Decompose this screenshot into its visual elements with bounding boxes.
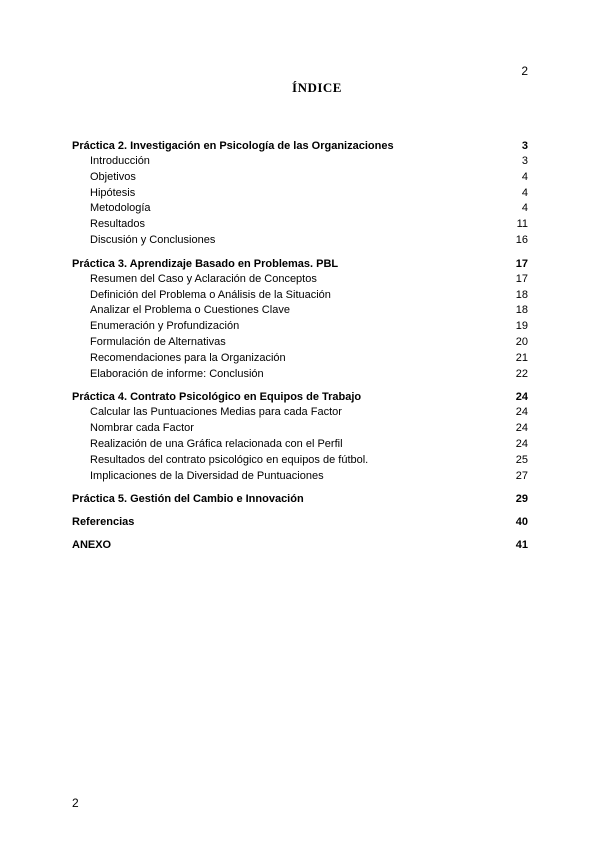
toc-heading[interactable] — [72, 389, 528, 405]
toc-entry[interactable] — [72, 233, 528, 249]
toc-entry-page: 16 — [515, 233, 528, 246]
toc-heading[interactable] — [72, 256, 528, 272]
toc-entry[interactable] — [72, 186, 528, 202]
toc-entry-label: Resultados — [90, 218, 146, 231]
toc-entry[interactable] — [72, 154, 528, 170]
toc-heading-title: Práctica 2. Investigación en Psicología de las Organizaciones — [72, 140, 394, 152]
toc-section — [72, 256, 528, 383]
toc-section — [72, 389, 528, 484]
toc-entry-page: 24 — [515, 437, 528, 450]
toc-heading-page: 3 — [521, 140, 528, 152]
page-number-top: 2 — [521, 64, 528, 78]
toc-entry-page: 27 — [515, 469, 528, 482]
toc-entry-page: 3 — [521, 155, 528, 167]
toc-heading-title: Práctica 3. Aprendizaje Basado en Problemas. PBL — [72, 257, 339, 270]
toc-heading-title: Práctica 4. Contrato Psicológico en Equipos de Trabajo — [72, 391, 362, 404]
toc-entry-page: 4 — [521, 186, 528, 199]
toc-entry[interactable] — [72, 217, 528, 233]
toc-entry[interactable] — [72, 201, 528, 217]
toc-entry-label: Metodología — [90, 202, 151, 215]
toc-entry-label: Formulación de Alternativas — [90, 335, 226, 348]
toc-entry-page: 11 — [516, 218, 528, 231]
toc-entry[interactable] — [72, 351, 528, 367]
toc-heading[interactable] — [72, 491, 528, 507]
toc-entry-page: 4 — [521, 170, 528, 183]
toc-entry-page: 20 — [515, 335, 528, 348]
toc-heading[interactable] — [72, 537, 528, 553]
toc-heading-page: 41 — [515, 539, 528, 552]
toc-section — [72, 537, 528, 553]
toc-entry-page: 24 — [515, 422, 528, 435]
toc-entry-label: Calcular las Puntuaciones Medias para cada Factor — [90, 406, 342, 419]
toc-entry-label: Discusión y Conclusiones — [90, 233, 216, 246]
toc-section — [72, 138, 528, 249]
toc-heading-title: ANEXO — [72, 539, 112, 552]
toc-entry[interactable] — [72, 170, 528, 186]
toc-entry[interactable] — [72, 405, 528, 421]
table-of-contents — [72, 138, 528, 560]
toc-entry[interactable] — [72, 303, 528, 319]
toc-entry-page: 24 — [515, 406, 528, 419]
toc-entry[interactable] — [72, 421, 528, 437]
toc-entry[interactable] — [72, 288, 528, 304]
toc-entry[interactable] — [72, 335, 528, 351]
toc-entry-label: Objetivos — [90, 170, 136, 183]
toc-entry[interactable] — [72, 319, 528, 335]
page-number-bottom: 2 — [72, 796, 79, 810]
toc-heading-title: Referencias — [72, 516, 135, 529]
toc-entry-label: Implicaciones de la Diversidad de Puntuaciones — [90, 469, 324, 482]
toc-entry-page: 22 — [515, 367, 528, 380]
toc-heading-page: 17 — [515, 257, 528, 270]
toc-heading-page: 24 — [515, 391, 528, 404]
toc-entry-page: 25 — [515, 453, 528, 466]
toc-entry-label: Realización de una Gráfica relacionada con el Perfil — [90, 437, 343, 450]
toc-heading-page: 40 — [515, 516, 528, 529]
toc-entry-label: Analizar el Problema o Cuestiones Clave — [90, 304, 290, 317]
toc-entry[interactable] — [72, 453, 528, 469]
toc-entry-label: Resumen del Caso y Aclaración de Conceptos — [90, 272, 317, 285]
toc-entry-page: 21 — [515, 351, 528, 364]
toc-entry-label: Resultados del contrato psicológico en equipos de fútbol. — [90, 453, 369, 466]
toc-entry-page: 18 — [515, 304, 528, 317]
toc-entry-page: 4 — [521, 202, 528, 215]
toc-section — [72, 491, 528, 507]
toc-entry[interactable] — [72, 367, 528, 383]
toc-entry-label: Enumeración y Profundización — [90, 320, 240, 333]
toc-entry[interactable] — [72, 437, 528, 453]
toc-heading[interactable] — [72, 138, 528, 154]
toc-entry-label: Hipótesis — [90, 186, 136, 199]
toc-heading[interactable] — [72, 514, 528, 530]
toc-entry-page: 19 — [515, 320, 528, 333]
toc-entry[interactable] — [72, 469, 528, 485]
toc-entry[interactable] — [72, 272, 528, 288]
toc-entry-label: Definición del Problema o Análisis de la Situación — [90, 288, 331, 301]
toc-entry-label: Recomendaciones para la Organización — [90, 351, 286, 364]
toc-section — [72, 514, 528, 530]
toc-entry-label: Nombrar cada Factor — [90, 422, 194, 435]
toc-heading-title: Práctica 5. Gestión del Cambio e Innovación — [72, 493, 304, 506]
toc-entry-label: Elaboración de informe: Conclusión — [90, 367, 264, 380]
toc-entry-label: Introducción — [90, 155, 150, 167]
toc-entry-page: 17 — [515, 272, 528, 285]
toc-heading-page: 29 — [515, 493, 528, 506]
page-title: ÍNDICE — [292, 80, 342, 95]
toc-entry-page: 18 — [515, 288, 528, 301]
